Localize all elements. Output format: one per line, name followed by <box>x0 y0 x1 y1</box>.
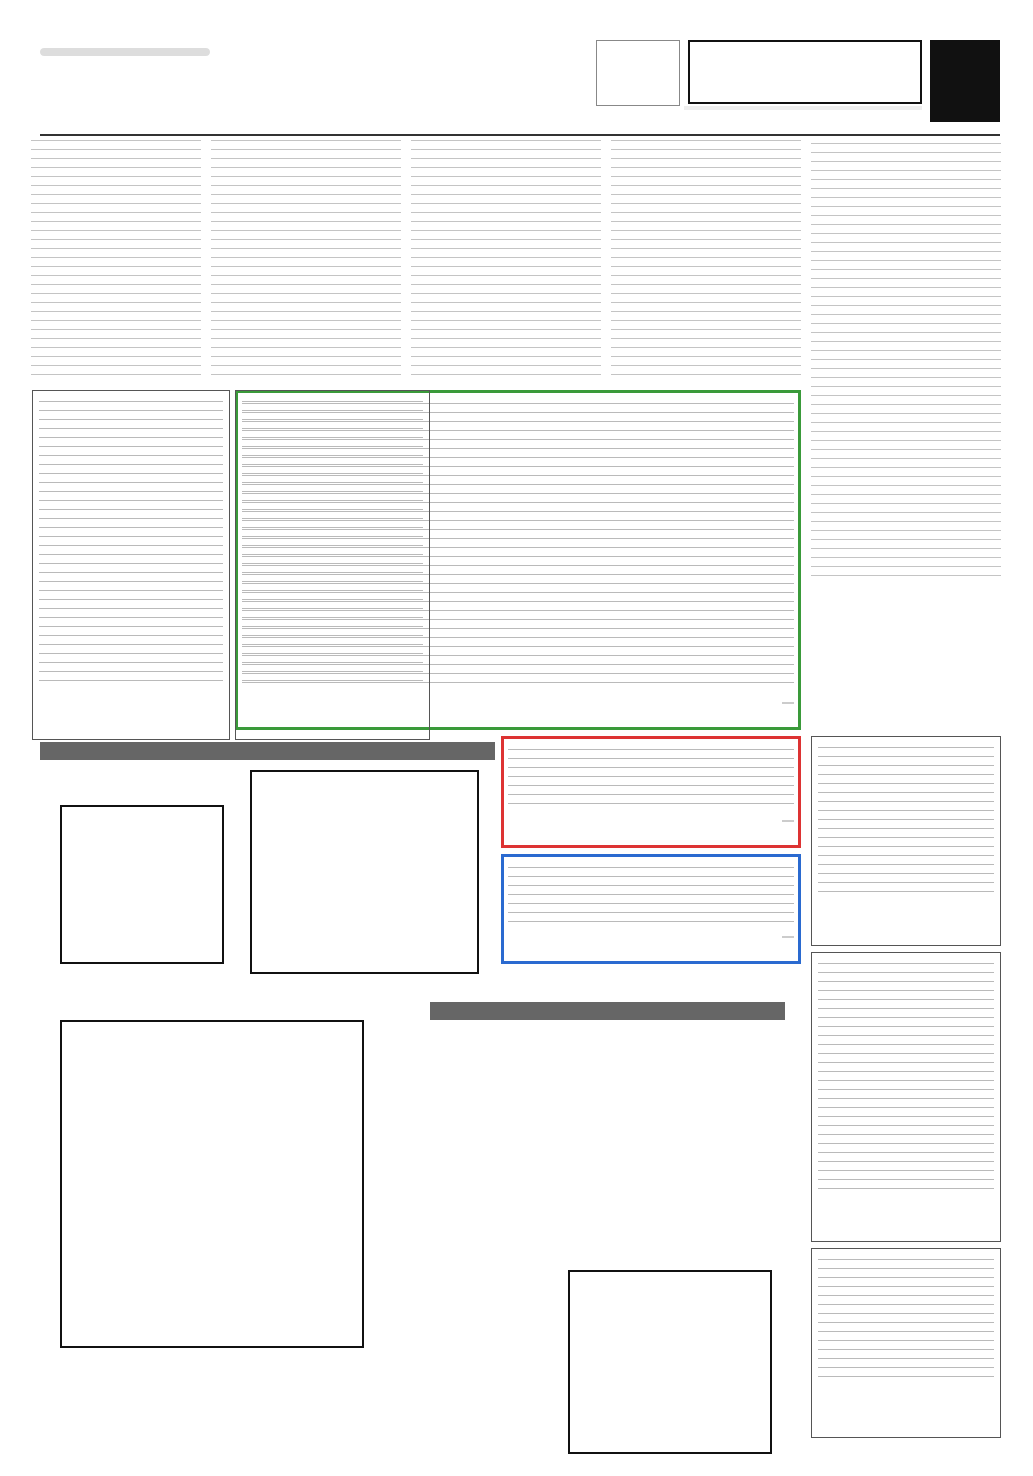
sudoku-bar <box>40 742 495 760</box>
crossword-grid <box>60 1020 364 1348</box>
company-change-ad-red <box>501 736 801 848</box>
ad-body <box>508 749 794 807</box>
column-text <box>211 140 401 380</box>
notice-body <box>818 747 994 893</box>
notice-body <box>818 963 994 1189</box>
notice-body <box>242 401 423 687</box>
top-column-3 <box>411 140 601 380</box>
newspaper-logo <box>688 40 922 104</box>
ad-code <box>782 820 794 822</box>
sms-note <box>40 48 210 56</box>
top-column-5 <box>31 140 201 380</box>
sudoku-answer-grid <box>60 805 224 964</box>
top-column-1 <box>811 140 1001 580</box>
crossword-bar <box>430 1002 785 1020</box>
notice-body <box>39 401 223 687</box>
sudoku-grid <box>250 770 479 974</box>
notice-trake <box>235 390 430 740</box>
crossword-answer-grid <box>568 1270 772 1454</box>
notice-siahkal-2 <box>811 952 1001 1242</box>
ad-code <box>782 936 794 938</box>
sms-contact <box>40 40 210 124</box>
top-column-2 <box>611 140 801 380</box>
column-text <box>31 140 201 380</box>
notice-body <box>818 1259 994 1385</box>
column-text <box>611 140 801 380</box>
header-rule <box>40 134 1000 136</box>
notice-ejra <box>32 390 230 740</box>
notice-kerman <box>811 1248 1001 1438</box>
notice-siahkal-1 <box>811 736 1001 946</box>
ad-body <box>508 867 794 923</box>
section-title <box>596 40 680 106</box>
dateline <box>684 106 922 110</box>
column-text <box>411 140 601 380</box>
top-column-4 <box>211 140 401 380</box>
company-change-ad-blue <box>501 854 801 964</box>
masthead <box>40 40 1000 130</box>
column-text <box>811 143 1001 580</box>
page-number <box>930 40 1000 122</box>
ad-code <box>782 702 794 704</box>
